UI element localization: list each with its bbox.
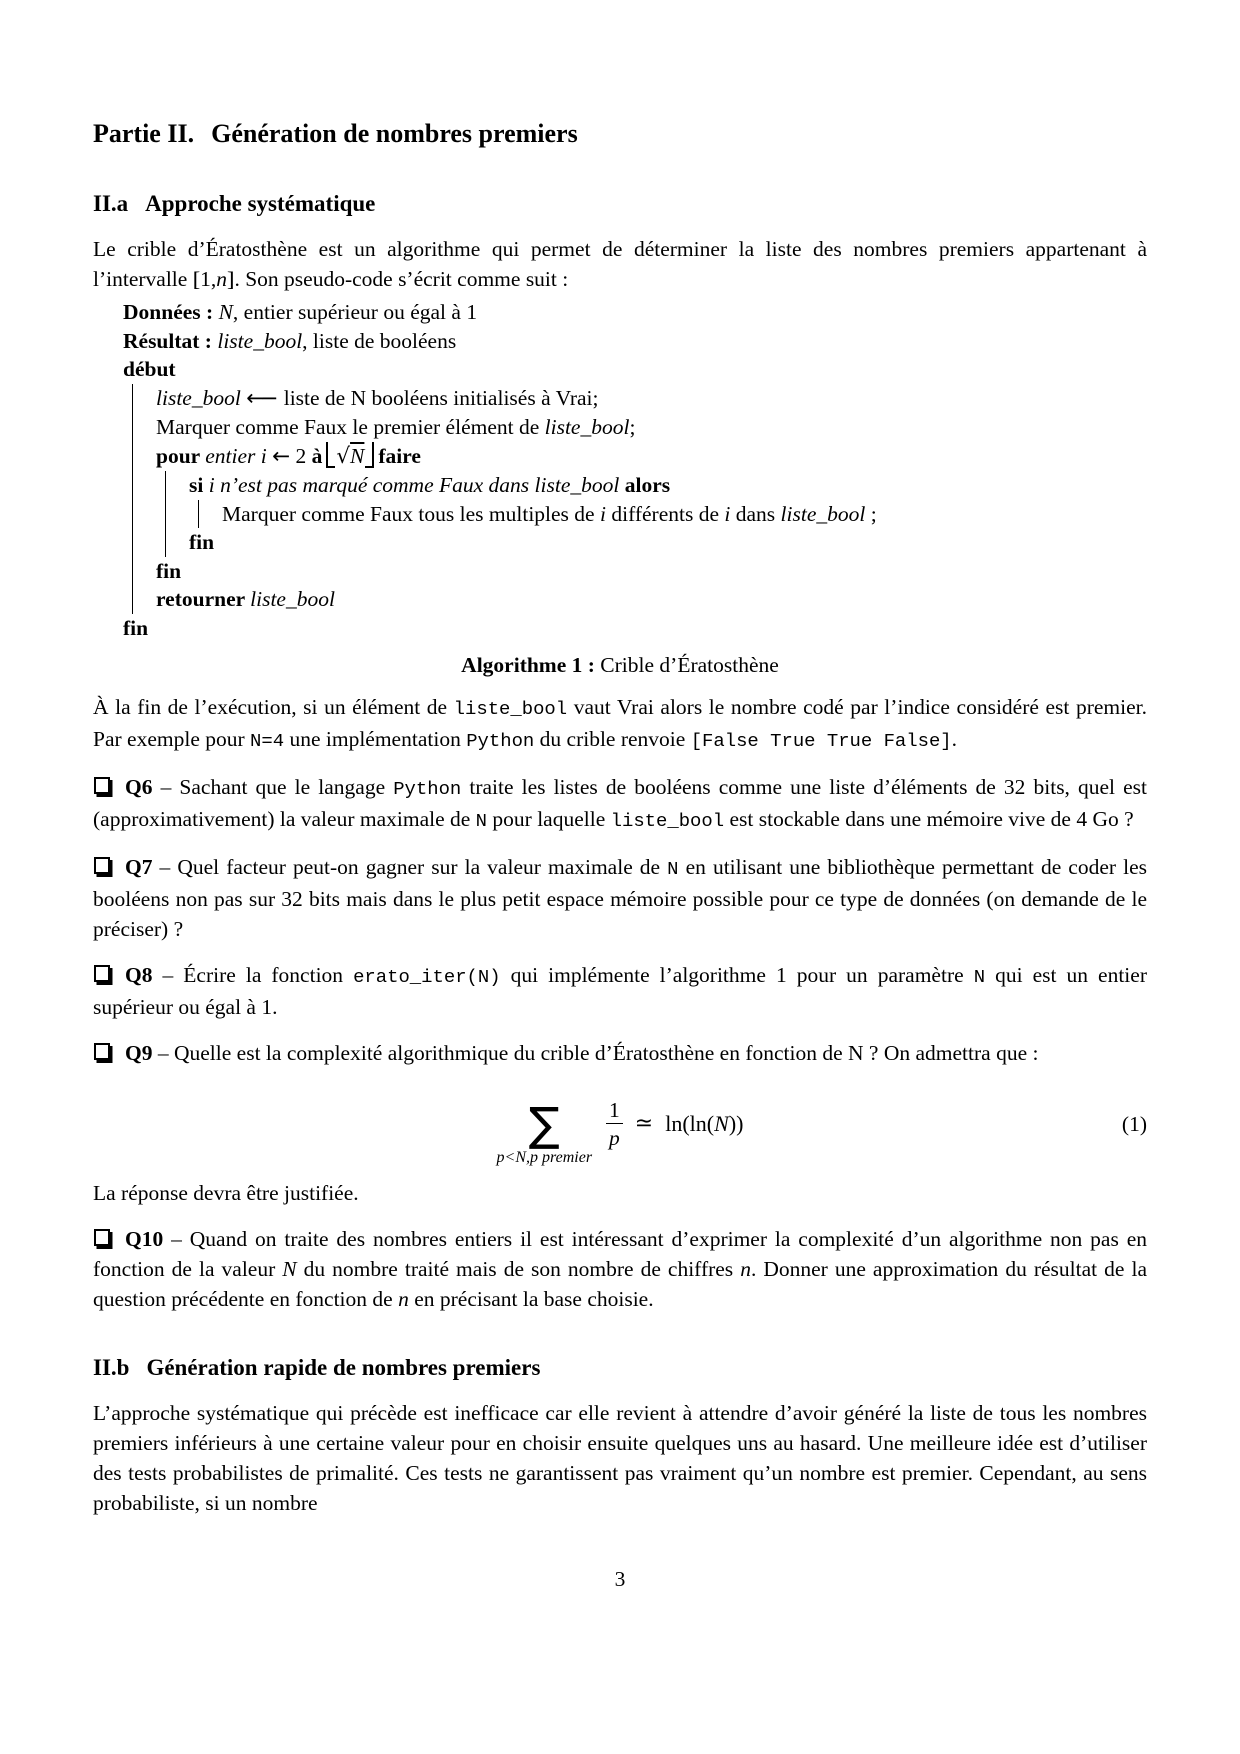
text-run: Résultat : (123, 328, 218, 353)
left-arrow: ← (272, 443, 291, 469)
algo-line-for (156, 442, 1147, 472)
text-run: n (398, 1287, 409, 1311)
algo-line-end-if (189, 528, 1147, 557)
code-text: liste_bool (610, 810, 725, 832)
text-run: dans (730, 501, 781, 526)
text-run: , entier supérieur ou égal à 1 (232, 300, 478, 324)
text-run: liste de N booléens initialisés à Vrai; (278, 385, 599, 410)
question-q7 (93, 852, 1147, 944)
code-text: Python (393, 778, 462, 800)
paragraph-after-algorithm (93, 692, 1147, 756)
sum-symbol: ∑ (528, 1096, 560, 1151)
algo-line-result (123, 327, 1147, 356)
algo-block-main (132, 384, 1147, 614)
part-title (93, 118, 1147, 150)
text-run: Données : (123, 300, 219, 324)
text-run: À la fin de l’exécution, si un élément de (93, 695, 454, 719)
algo-line-end (123, 614, 1147, 643)
algo-block-for (165, 471, 1147, 557)
text-run: 2 (290, 443, 312, 468)
text-run: n (740, 1257, 751, 1281)
question-q10 (93, 1224, 1147, 1314)
question-q9 (93, 1038, 1147, 1068)
text-run: Q6 (125, 775, 153, 799)
fraction-numerator: 1 (609, 1097, 620, 1122)
section-b-number: II.b (93, 1355, 130, 1380)
equation-1 (93, 1082, 1147, 1166)
text-run: Algorithme 1 : (461, 653, 601, 677)
text-run: Marquer comme Faux le premier élément de (156, 415, 545, 439)
text-run: – Quel facteur peut-on gagner sur la valeur maximale de (152, 855, 668, 879)
text-run: Q8 (125, 963, 153, 987)
text-run: faire (378, 443, 421, 468)
intro-paragraph (93, 234, 1147, 294)
text-run: fin (156, 558, 182, 583)
text-run: – Écrire la fonction (152, 963, 354, 987)
section-b-paragraph (93, 1398, 1147, 1518)
code-text: [False True True False] (690, 730, 952, 752)
text-run: – Quand on traite des nombres entiers il est intéressant d’exprimer la complexité d’un algorithme non pas en fonction de la valeur (93, 1227, 1147, 1281)
text-run: liste_bool (544, 415, 630, 439)
text-run: . (951, 727, 958, 751)
part-number: Partie II. (93, 119, 195, 148)
text-run: Le crible d’Ératosthène est un algorithme qui permet de déterminer la liste des nombres premiers appartenant à l’intervalle (93, 237, 1147, 291)
text-run: . Son pseudo-code s’écrit comme suit : (234, 267, 569, 291)
text-run: )) (728, 1111, 744, 1136)
text-run: 1, (200, 267, 217, 291)
sqrt-argument-overline: N (350, 443, 365, 468)
text-run: – Sachant que le langage (152, 775, 394, 799)
algo-line-init (156, 384, 1147, 414)
text-run: . Donner une approximation du résultat de la question précédente en fonction de (93, 1257, 1147, 1311)
text-run: i (599, 501, 606, 526)
code-text: N (667, 858, 679, 880)
code-text: Python (466, 730, 535, 752)
algo-line-return (156, 585, 1147, 614)
question-q6 (93, 772, 1147, 836)
text-run: pour (156, 443, 206, 468)
text-run: fin (123, 615, 149, 640)
text-run: différents de (605, 501, 725, 526)
algo-block-if (198, 500, 1147, 529)
text-run: p<N,p premier (496, 1149, 593, 1167)
section-b-title (93, 1354, 1147, 1382)
text-run: fin (189, 530, 215, 554)
question-square-icon (94, 777, 110, 794)
text-run: – Quelle est la complexité algorithmique du crible d’Ératosthène en fonction de N ? On admettra que : (152, 1041, 1039, 1065)
text-run: une implémentation (284, 727, 467, 751)
long-left-arrow: ←− (246, 385, 275, 411)
sum-subscript (497, 1149, 593, 1167)
text-run: , liste de booléens (302, 328, 457, 353)
page-number: 3 (614, 1567, 626, 1591)
radical-sign-icon: √ (336, 443, 351, 469)
algo-line-data (123, 298, 1147, 327)
algo-line-mark-multiples (222, 500, 1147, 529)
text-run: N (282, 1257, 297, 1281)
text-run: à (311, 443, 323, 468)
text-run: début (123, 357, 176, 381)
text-run: du nombre traité mais de son nombre de chiffres (296, 1257, 741, 1281)
text-run: qui implémente l’algorithme 1 pour un paramètre (500, 963, 974, 987)
text-run: liste_bool (156, 385, 241, 410)
text-run: Q7 (125, 855, 153, 879)
algo-line-begin (123, 355, 1147, 384)
floor-open-bracket (326, 442, 335, 468)
section-b-title-text: Génération rapide de nombres premiers (146, 1355, 541, 1380)
algorithm-caption (93, 650, 1147, 680)
text-run: n (216, 267, 228, 291)
text-run: Q10 (125, 1227, 164, 1251)
equation-rhs (665, 1109, 743, 1139)
algo-line-if (189, 471, 1147, 500)
section-a-title-text: Approche systématique (145, 191, 376, 216)
text-run: ; (629, 415, 636, 439)
question-square-icon (94, 1229, 110, 1246)
text-run: alors (624, 473, 671, 497)
part-title-text: Génération de nombres premiers (211, 119, 578, 148)
question-square-icon (94, 857, 110, 874)
algo-line-end-for (156, 557, 1147, 586)
text-run: L’approche systématique qui précède est inefficace car elle revient à attendre d’avoir généré la liste de tous les nombres premiers inférieurs à une certaine valeur pour en choisir ensuite quelques uns au hasard. Une meilleure idée est d’utiliser des tests probabilistes de primalité. Ces tests ne garantissent pas vraiment qu’un nombre est premier. Cependant, au sens probabiliste, si un nombre (93, 1401, 1147, 1515)
equation-number: (1) (1121, 1112, 1147, 1136)
fraction-denominator: p (606, 1123, 623, 1152)
text-run: du crible renvoie (534, 727, 691, 751)
text-run: vaut Vrai alors le nombre codé par l’indice considéré est premier. Par exemple pour (93, 695, 1148, 751)
double-bracket: ]] (227, 267, 228, 291)
floor-close-bracket (365, 442, 374, 468)
section-a-title (93, 190, 1147, 218)
summation (496, 1096, 593, 1168)
text-run: Marquer comme Faux tous les multiples de (222, 501, 600, 526)
question-square-icon (94, 1043, 110, 1060)
text-run: qui est un entier supérieur ou égal à 1. (93, 963, 1147, 1019)
double-bracket: [[ (192, 267, 194, 291)
equation-body (93, 1082, 1147, 1166)
paragraph-justify-note: La réponse devra être justifiée. (93, 1181, 359, 1205)
text-run: i (724, 501, 731, 526)
algo-line-mark-first (156, 413, 1147, 442)
text-run: si (189, 473, 209, 497)
text-run: traite les listes de booléens comme une liste d’éléments de 32 bits, quel est (approximativement) la valeur maximale de (93, 775, 1147, 831)
text-run: en précisant la base choisie. (408, 1287, 654, 1311)
text-run: i n’est pas marqué comme Faux dans liste_bool (208, 473, 625, 497)
text-run: N (714, 1111, 729, 1136)
text-run: Crible d’Ératosthène (600, 653, 779, 677)
text-run: liste_bool (217, 328, 303, 353)
text-run: liste_bool (780, 501, 866, 526)
code-text: erato_iter(N) (353, 966, 501, 988)
text-run: en utilisant une bibliothèque permettant de coder les booléens non pas sur 32 bits mais dans le plus petit espace mémoire possible pour ce type de données (on demande de le préciser) ? (93, 855, 1147, 941)
code-text: N (475, 810, 488, 832)
code-text: N (973, 966, 986, 988)
text-run: est stockable dans une mémoire vive de 4 Go ? (724, 807, 1134, 831)
algorithm-pseudocode (123, 298, 1147, 642)
code-text: N=4 (250, 730, 285, 752)
text-run: entier i (205, 443, 273, 468)
text-run: Q9 (125, 1041, 153, 1065)
question-square-icon (94, 965, 110, 982)
section-a-number: II.a (93, 191, 129, 216)
text-run: retourner (156, 587, 251, 611)
question-q8 (93, 960, 1147, 1022)
text-run: liste_bool (250, 587, 335, 611)
text-run: ; (865, 501, 877, 526)
fraction-one-over-p (606, 1097, 623, 1152)
text-run: N (218, 300, 233, 324)
text-run: ln(ln( (665, 1111, 715, 1136)
code-text: liste_bool (453, 698, 568, 720)
relation-symbol: ≃ (634, 1111, 654, 1136)
text-run: pour laquelle (487, 807, 611, 831)
